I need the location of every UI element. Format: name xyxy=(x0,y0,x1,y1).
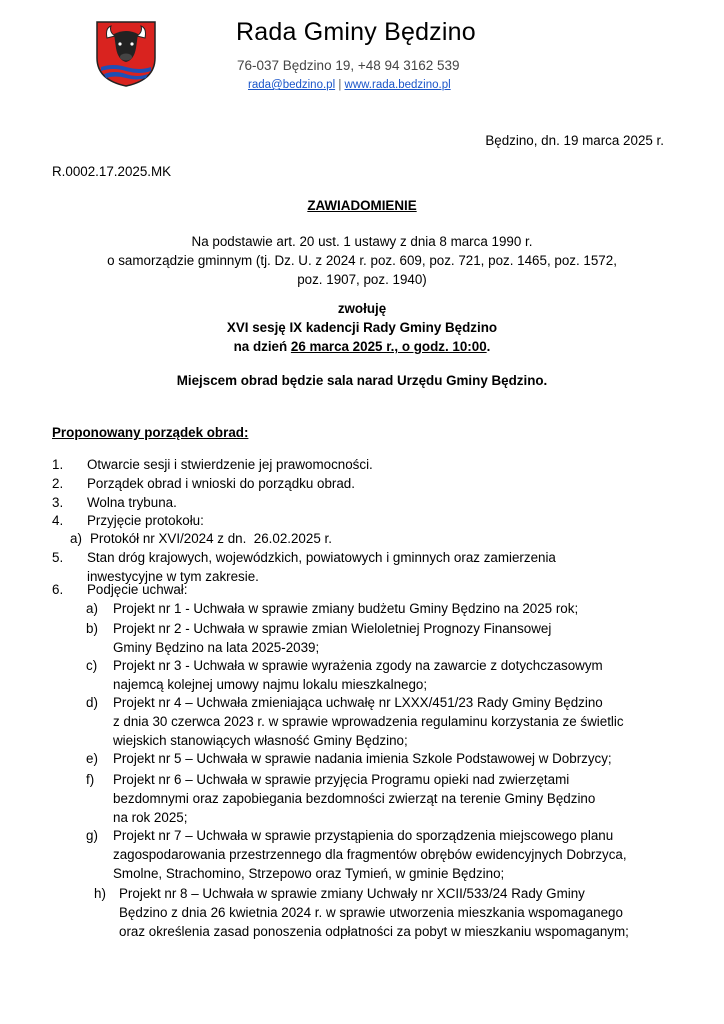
convene-verb: zwołuję xyxy=(337,301,387,316)
agenda-item-number: 1. xyxy=(52,457,64,472)
agenda-item-number: h) xyxy=(94,886,106,901)
council-address: 76-037 Będzino 19, +48 94 3162 539 xyxy=(237,58,460,73)
agenda-item-line: Protokół nr XVI/2024 z dn. 26.02.2025 r. xyxy=(90,531,332,546)
agenda-item-line: Projekt nr 4 – Uchwała zmieniająca uchwałę nr LXXX/451/23 Rady Gminy Będzino xyxy=(113,695,603,710)
agenda-item-line: Stan dróg krajowych, wojewódzkich, powiatowych i gminnych oraz zamierzenia xyxy=(87,550,556,565)
agenda-item-line: Projekt nr 2 - Uchwała w sprawie zmian Wieloletniej Prognozy Finansowej xyxy=(113,621,552,636)
agenda-item-text xyxy=(113,749,686,768)
legal-basis-line: Na podstawie art. 20 ust. 1 ustawy z dnia 8 marca 1990 r. xyxy=(191,234,533,249)
document-date: Będzino, dn. 19 marca 2025 r. xyxy=(485,133,664,148)
session-datetime-line xyxy=(52,337,672,356)
agenda-item-number: a) xyxy=(86,601,98,616)
agenda-item-text xyxy=(87,511,652,530)
legal-basis-line: o samorządzie gminnym (tj. Dz. U. z 2024 r. poz. 609, poz. 721, poz. 1465, poz. 1572, xyxy=(107,253,617,268)
contact-links xyxy=(248,79,451,91)
agenda-item-line: Otwarcie sesji i stwierdzenie jej prawomocności. xyxy=(87,457,373,472)
agenda-item-number: f) xyxy=(86,772,95,787)
agenda-item-number: d) xyxy=(86,695,98,710)
agenda-item-line: na rok 2025; xyxy=(113,810,188,825)
datetime-suffix: . xyxy=(486,339,491,354)
agenda-item-number: 2. xyxy=(52,476,64,491)
website-link[interactable]: www.rada.bedzino.pl xyxy=(344,79,451,91)
agenda-item-line: Projekt nr 7 – Uchwała w sprawie przystąpienia do sporządzenia miejscowego planu xyxy=(113,828,614,843)
legal-basis-line: poz. 1907, poz. 1940) xyxy=(297,272,427,287)
agenda-item-number: 5. xyxy=(52,550,64,565)
agenda-item-line: Projekt nr 6 – Uchwała w sprawie przyjęcia Programu opieki nad zwierzętami xyxy=(113,772,570,787)
agenda-item-line: Porządek obrad i wnioski do porządku obrad. xyxy=(87,476,355,491)
session-convocation xyxy=(52,299,672,356)
agenda-item-line: oraz określenia zasad ponoszenia odpłatności za pobyt w mieszkaniu wspomaganym; xyxy=(119,924,629,939)
document-title: ZAWIADOMIENIE xyxy=(307,198,417,213)
link-separator: | xyxy=(338,79,342,91)
agenda-item-text xyxy=(87,474,652,493)
session-name: XVI sesję IX kadencji Rady Gminy Będzino xyxy=(226,320,498,335)
agenda-item-number: 3. xyxy=(52,495,64,510)
agenda-item-text xyxy=(90,529,670,548)
reference-number: R.0002.17.2025.MK xyxy=(52,164,172,179)
datetime-prefix: na dzień xyxy=(233,339,291,354)
coat-of-arms-icon xyxy=(95,20,157,88)
agenda-item-line: inwestycyjne w tym zakresie. xyxy=(87,569,259,584)
agenda-item-line: bezdomnymi oraz zapobiegania bezdomności zwierząt na terenie Gminy Będzino xyxy=(113,791,596,806)
meeting-place: Miejscem obrad będzie sala narad Urzędu Gminy Będzino. xyxy=(176,373,548,388)
agenda-item-line: Gminy Będzino na lata 2025-2039; xyxy=(113,640,320,655)
agenda-item-line: Przyjęcie protokołu: xyxy=(87,513,204,528)
agenda-item-line: wiejskich stanowiących własność Gminy Będzino; xyxy=(113,733,408,748)
agenda-item-line: Wolna trybuna. xyxy=(87,495,177,510)
session-datetime: 26 marca 2025 r., o godz. 10:00 xyxy=(290,339,487,354)
agenda-item-line: najemcą kolejnej umowy najmu lokalu mieszkalnego; xyxy=(113,677,428,692)
agenda-item-line: z dnia 30 czerwca 2023 r. w sprawie wprowadzenia regulaminu korzystania ze świetlic xyxy=(113,714,624,729)
agenda-item-number: g) xyxy=(86,828,98,843)
agenda-item-text xyxy=(113,656,686,694)
agenda-item-line: Podjęcie uchwał: xyxy=(87,582,188,597)
council-name: Rada Gminy Będzino xyxy=(236,18,476,46)
agenda-item-number: a) xyxy=(70,531,82,546)
agenda-item-number: 4. xyxy=(52,513,64,528)
agenda-item-line: Smolne, Strachomino, Strzepowo oraz Tymień, w gminie Będzino; xyxy=(113,866,505,881)
agenda-item-text xyxy=(113,599,686,618)
agenda-item-text xyxy=(87,580,652,599)
agenda-item-text xyxy=(113,693,686,750)
agenda-item-text xyxy=(87,455,652,474)
agenda-item-text xyxy=(119,884,694,941)
agenda-item-line: Będzino z dnia 26 kwietnia 2024 r. w sprawie utworzenia mieszkania wspomaganego xyxy=(119,905,623,920)
agenda-item-text xyxy=(113,619,686,657)
legal-basis xyxy=(52,232,672,289)
agenda-item-line: Projekt nr 5 – Uchwała w sprawie nadania imienia Szkole Podstawowej w Dobrzycy; xyxy=(113,751,612,766)
agenda-heading: Proponowany porządek obrad: xyxy=(52,425,249,440)
email-link[interactable]: rada@bedzino.pl xyxy=(248,79,336,91)
agenda-item-number: b) xyxy=(86,621,98,636)
agenda-item-number: e) xyxy=(86,751,98,766)
agenda-item-text xyxy=(87,493,652,512)
agenda-item-line: Projekt nr 3 - Uchwała w sprawie wyrażenia zgody na zawarcie z dotychczasowym xyxy=(113,658,603,673)
agenda-item-line: Projekt nr 1 - Uchwała w sprawie zmiany budżetu Gminy Będzino na 2025 rok; xyxy=(113,601,579,616)
agenda-item-line: zagospodarowania przestrzennego dla fragmentów obrębów ewidencyjnych Dobrzyca, xyxy=(113,847,627,862)
agenda-item-line: Projekt nr 8 – Uchwała w sprawie zmiany Uchwały nr XCII/533/24 Rady Gminy xyxy=(119,886,585,901)
agenda-item-number: c) xyxy=(86,658,98,673)
agenda-item-text xyxy=(113,826,686,883)
agenda-item-text xyxy=(113,770,686,827)
agenda-item-number: 6. xyxy=(52,582,64,597)
